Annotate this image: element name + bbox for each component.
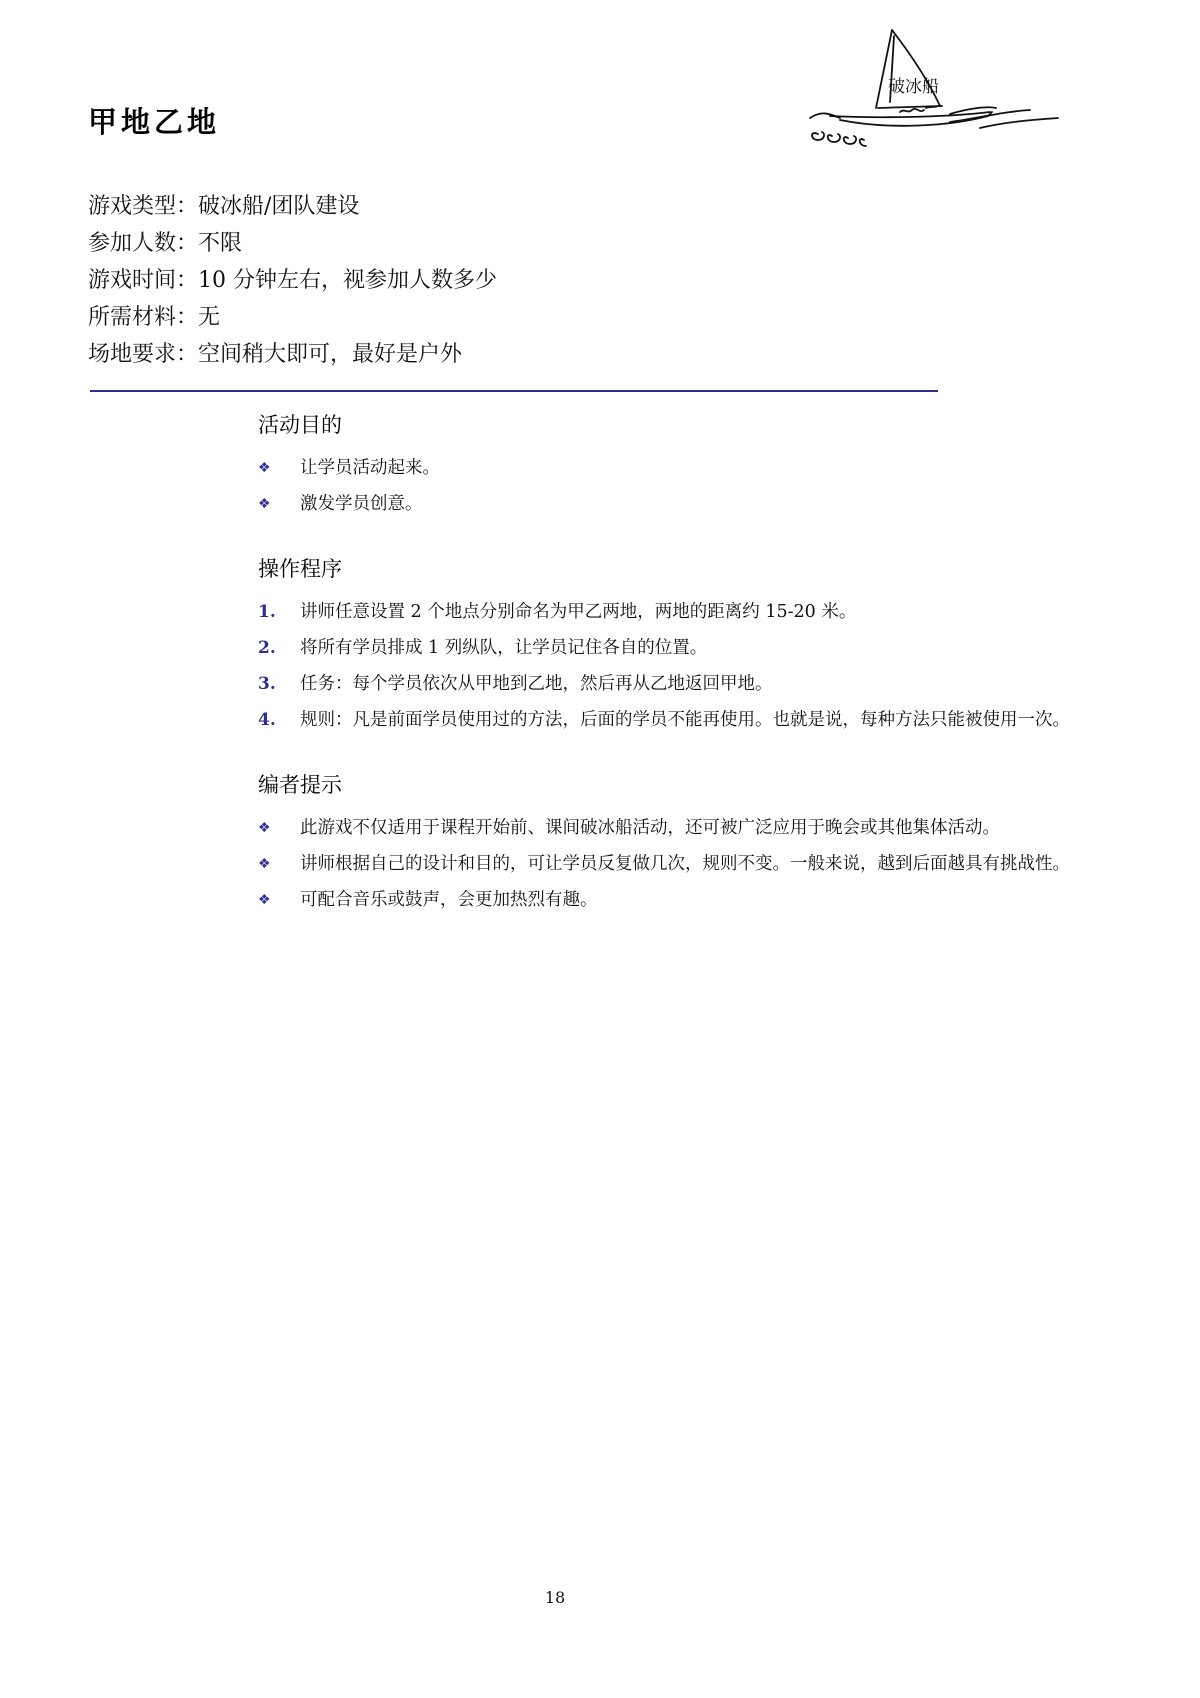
meta-label: 游戏时间：: [88, 268, 199, 293]
section-divider: [90, 390, 938, 392]
list-item: [258, 810, 1130, 846]
meta-label: 所需材料：: [88, 305, 199, 330]
meta-label: 场地要求：: [88, 342, 199, 367]
item-text: 此游戏不仅适用于课程开始前、课间破冰船活动，还可被广泛应用于晚会或其他集体活动。: [300, 818, 1000, 838]
section-heading: 活动目的: [258, 413, 342, 437]
section-heading: 操作程序: [258, 557, 342, 581]
step-number: 2.: [258, 638, 276, 658]
meta-label: 游戏类型：: [88, 194, 199, 219]
section-editor-tips: [258, 768, 1130, 918]
item-text: 可配合音乐或鼓声，会更加热烈有趣。: [300, 890, 598, 910]
meta-row-venue: [88, 336, 497, 373]
game-info: [88, 188, 497, 373]
meta-row-type: [88, 188, 497, 225]
diamond-bullet-icon: ❖: [258, 856, 271, 872]
step-number: 3.: [258, 674, 276, 694]
diamond-bullet-icon: ❖: [258, 892, 271, 908]
meta-row-participants: [88, 225, 497, 262]
meta-value: 无: [198, 305, 221, 330]
list-item: [258, 450, 1130, 486]
item-text: 激发学员创意。: [300, 494, 423, 514]
item-text: 讲师任意设置 2 个地点分别命名为甲乙两地，两地的距离约 15-20 米。: [300, 602, 857, 622]
meta-value: 空间稍大即可，最好是户外: [198, 342, 463, 367]
item-text: 规则：凡是前面学员使用过的方法，后面的学员不能再使用。也就是说，每种方法只能被使用一次。: [300, 710, 1070, 730]
list-item: [258, 486, 1130, 522]
item-text: 讲师根据自己的设计和目的，可让学员反复做几次，规则不变。一般来说，越到后面越具有挑战性。: [300, 854, 1070, 874]
page-title: 甲地乙地: [88, 105, 221, 139]
logo-text: 破冰船: [888, 77, 939, 97]
step-number: 4.: [258, 710, 276, 730]
section-heading: 编者提示: [258, 773, 342, 797]
item-text: 任务：每个学员依次从甲地到乙地，然后再从乙地返回甲地。: [300, 674, 773, 694]
item-text: 将所有学员排成 1 列纵队，让学员记住各自的位置。: [300, 638, 708, 658]
section-procedure: [258, 552, 1130, 738]
diamond-bullet-icon: ❖: [258, 496, 271, 512]
meta-label: 参加人数：: [88, 231, 199, 256]
step-number: 1.: [258, 602, 276, 622]
list-item: [258, 666, 1130, 702]
meta-row-time: [88, 262, 497, 299]
list-item: [258, 594, 1130, 630]
list-item: [258, 630, 1130, 666]
meta-value: 不限: [198, 231, 243, 256]
meta-row-materials: [88, 299, 497, 336]
meta-value: 破冰船/团队建设: [198, 194, 360, 219]
page-number: 18: [544, 1588, 566, 1607]
list-item: [258, 882, 1130, 918]
list-item: [258, 846, 1130, 882]
item-text: 让学员活动起来。: [300, 458, 440, 478]
main-content: [258, 408, 1130, 948]
diamond-bullet-icon: ❖: [258, 820, 271, 836]
meta-value: 10 分钟左右，视参加人数多少: [198, 268, 498, 293]
list-item: [258, 702, 1130, 738]
section-objectives: [258, 408, 1130, 522]
diamond-bullet-icon: ❖: [258, 460, 271, 476]
